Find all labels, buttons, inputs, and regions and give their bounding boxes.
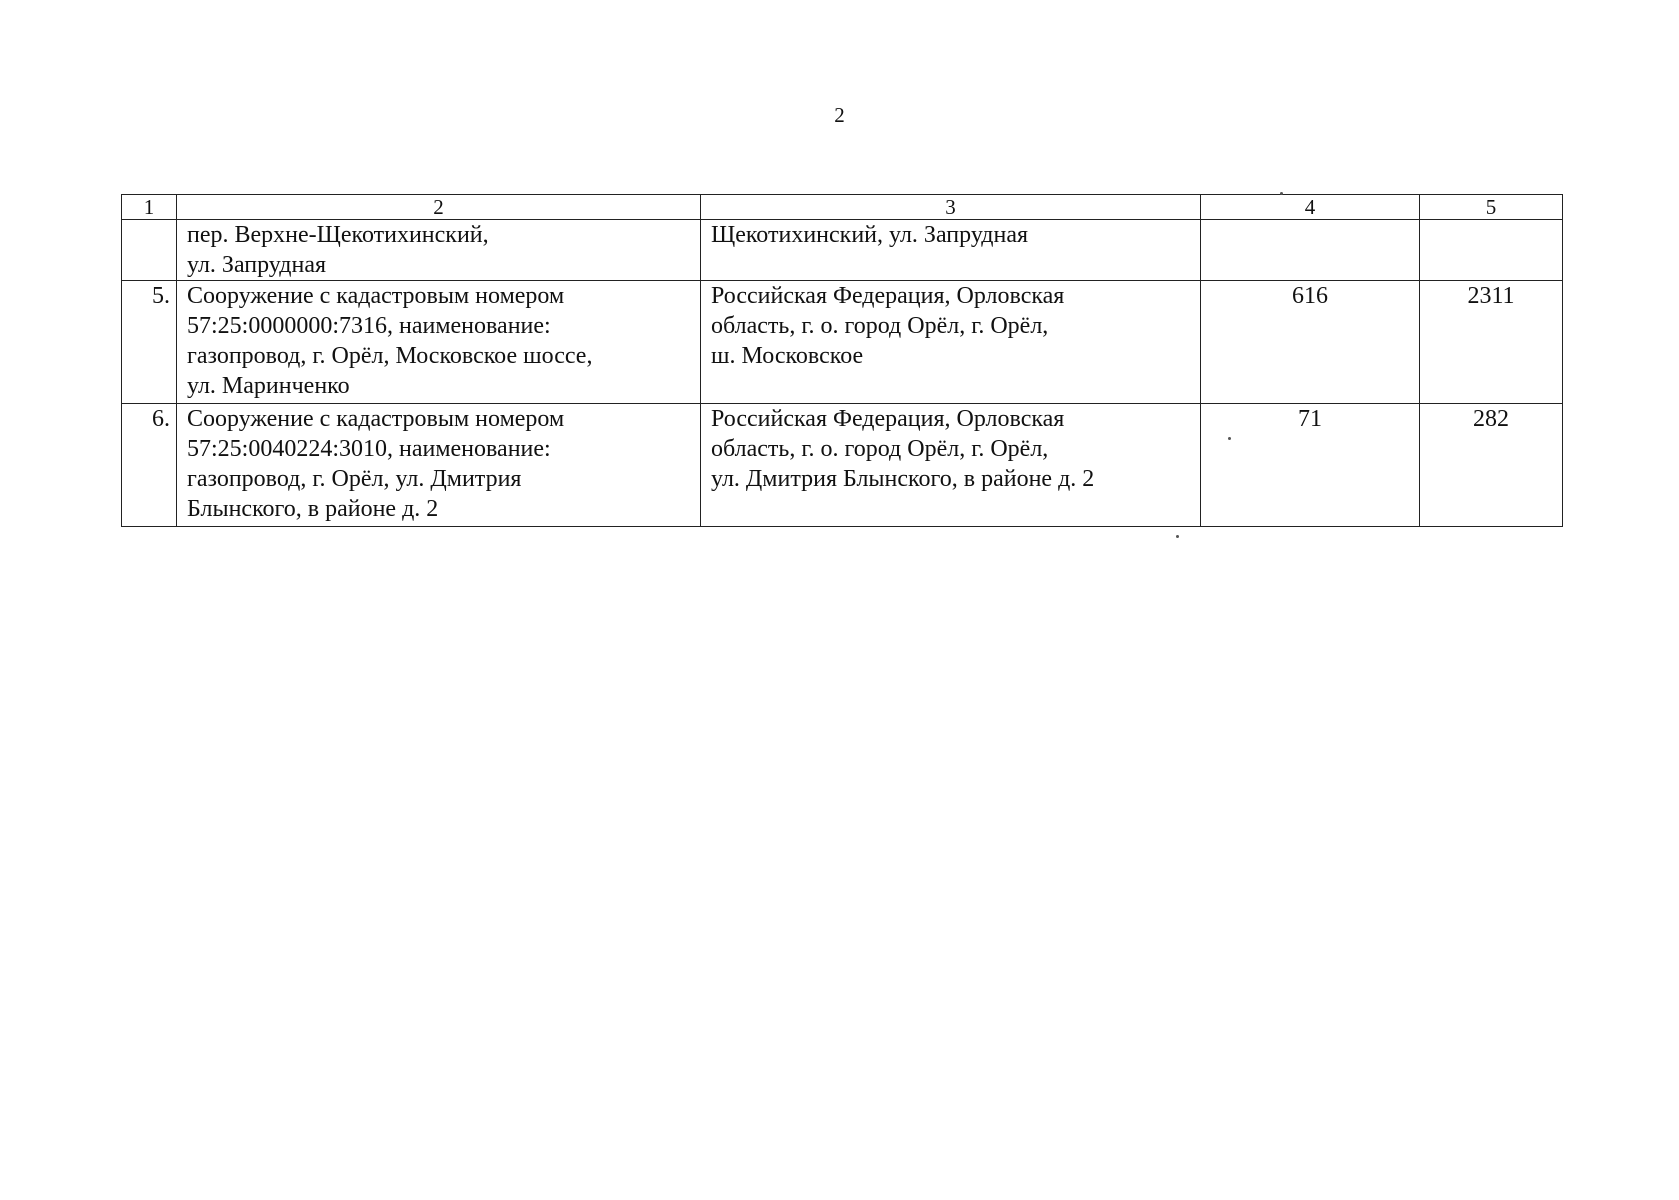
description-line: ул. Маринченко [187,373,350,399]
table-header-row [122,195,1563,220]
address-line: ул. Дмитрия Блынского, в районе д. 2 [711,466,1095,492]
object-address [701,404,1201,527]
column-header-5: 5 [1420,195,1563,220]
description-line: 57:25:0040224:3010, наименование: [187,436,551,462]
table-row [122,404,1563,527]
object-description [177,404,701,527]
description-line: 57:25:0000000:7316, наименование: [187,313,551,339]
description-line: газопровод, г. Орёл, Московское шоссе, [187,343,593,369]
scan-speck [1176,535,1179,538]
column-header-2: 2 [177,195,701,220]
scan-speck [1280,192,1283,195]
column-header-3: 3 [701,195,1201,220]
object-address [701,281,1201,404]
row-number: 6. [122,404,177,527]
description-line: Сооружение с кадастровым номером [187,406,565,432]
object-description [177,220,701,281]
address-line: Российская Федерация, Орловская [711,283,1065,309]
row-number: 5. [122,281,177,404]
column-header-1: 1 [122,195,177,220]
column-4-value [1201,220,1420,281]
column-4-value: 71 [1201,404,1420,527]
description-line: пер. Верхне-Щекотихинский, [187,222,489,248]
address-line: область, г. о. город Орёл, г. Орёл, [711,313,1049,339]
object-description [177,281,701,404]
row-number [122,220,177,281]
description-line: газопровод, г. Орёл, ул. Дмитрия [187,466,522,492]
table-row [122,220,1563,281]
description-line: ул. Запрудная [187,252,327,278]
column-4-value: 616 [1201,281,1420,404]
column-5-value: 282 [1420,404,1563,527]
table-row [122,281,1563,404]
address-line: ш. Московское [711,343,864,369]
column-5-value: 2311 [1420,281,1563,404]
address-line: область, г. о. город Орёл, г. Орёл, [711,436,1049,462]
scan-speck [1228,437,1231,440]
column-header-4: 4 [1201,195,1420,220]
address-line: Щекотихинский, ул. Запрудная [711,222,1029,248]
page-number: 2 [834,103,845,127]
description-line: Сооружение с кадастровым номером [187,283,565,309]
description-line: Блынского, в районе д. 2 [187,496,439,522]
column-5-value [1420,220,1563,281]
object-address [701,220,1201,281]
objects-table [121,194,1563,527]
address-line: Российская Федерация, Орловская [711,406,1065,432]
